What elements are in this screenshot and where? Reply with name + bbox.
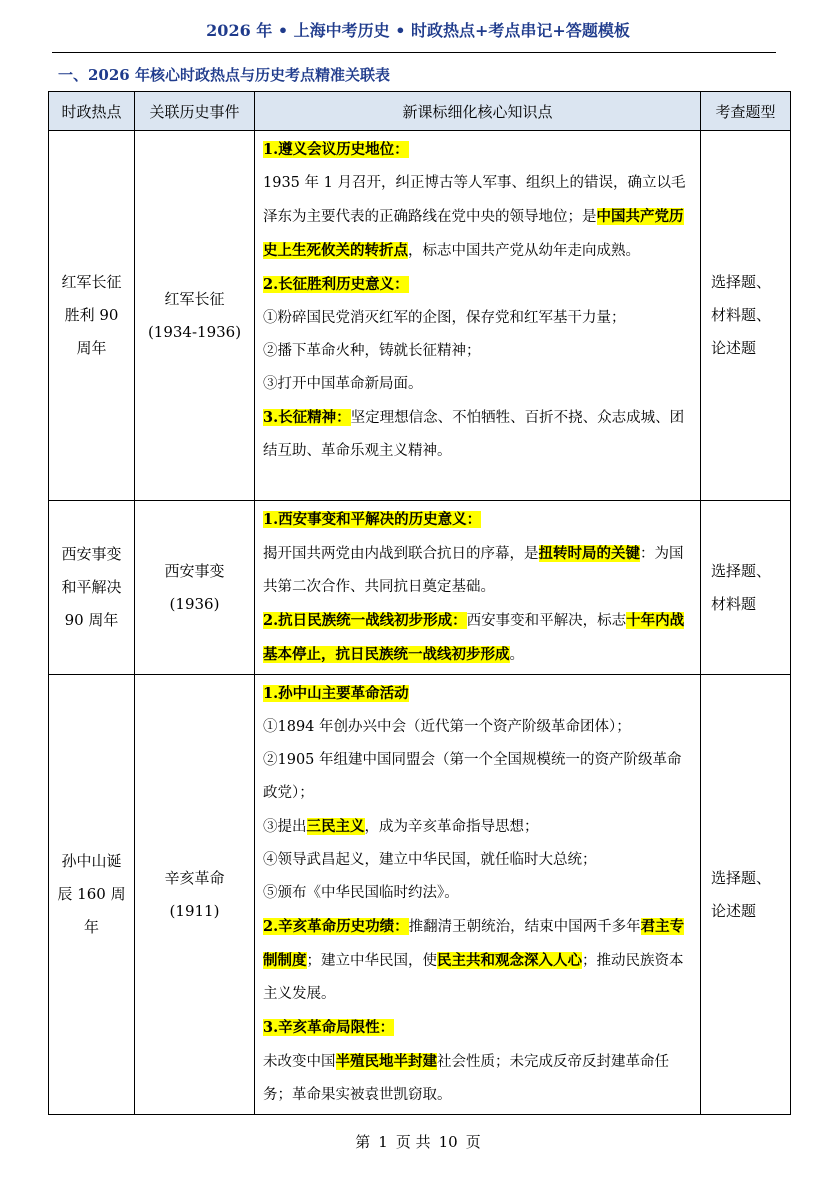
column-header-related-event: 关联历史事件 (135, 92, 255, 131)
event-cell (135, 501, 255, 675)
point-title: 3.辛亥革命局限性： (263, 1019, 395, 1036)
event-name: 红军长征 (164, 289, 225, 308)
page-footer (0, 1131, 836, 1152)
point-title: 2.辛亥革命历史功绩： (263, 918, 409, 935)
point-text: 西安事变和平解决，标志 (466, 613, 627, 629)
hot-topic-line: 红军长征 (61, 273, 122, 291)
point-highlight: 扭转时局的关键 (538, 545, 640, 562)
question-type: 论述题 (711, 901, 757, 920)
point-title: 1.遵义会议历史地位： (263, 141, 409, 158)
point-item: ②播下革命火种，铸就长征精神； (263, 343, 481, 359)
event-years: (1936) (169, 594, 220, 613)
question-type: 材料题 (711, 594, 757, 613)
point-item: ⑤颁布《中华民国临时约法》。 (263, 885, 459, 901)
table-row (49, 131, 791, 501)
hot-topic-line: 辰 160 周 (57, 885, 126, 903)
question-type: 选择题、 (711, 868, 772, 887)
point-item: ①粉碎国民党消灭红军的企图，保存党和红军基干力量； (263, 310, 626, 326)
page-number: 1 (378, 1133, 388, 1151)
question-type: 论述题 (711, 339, 757, 357)
hot-topic-line: 孙中山诞 (61, 852, 122, 870)
event-name: 辛亥革命 (164, 868, 225, 887)
knowledge-point (263, 1011, 694, 1112)
hot-topic-cell (49, 501, 135, 675)
question-type-cell (701, 501, 791, 675)
point-item: ④领导武昌起义，建立中华民国，就任临时大总统； (263, 852, 597, 868)
table-row (49, 501, 791, 675)
question-type: 选择题、 (711, 561, 772, 580)
footer-mid: 页 共 (395, 1133, 431, 1151)
column-header-hot-topic: 时政热点 (49, 92, 135, 131)
table-row (49, 675, 791, 1115)
point-text: ：为国共第二次合作、共同抗日奠定基础。 (263, 546, 684, 595)
point-title: 1.西安事变和平解决的历史意义： (263, 511, 482, 528)
point-text: 推翻清王朝统治，结束中国两千多年 (408, 919, 641, 935)
section-title: 一、2026 年核心时政热点与历史考点精准关联表 (58, 66, 390, 84)
page-total: 10 (438, 1133, 458, 1151)
question-type: 材料题、 (711, 306, 772, 324)
knowledge-cell (255, 131, 701, 501)
hot-topic-line: 年 (83, 918, 99, 936)
hot-topic-cell (49, 675, 135, 1115)
point-text: ，成为辛亥革命指导思想； (364, 819, 539, 835)
point-item: ②1905 年组建中国同盟会（第一个全国规模统一的资产阶级革命政党）； (263, 752, 682, 801)
header-divider (52, 52, 776, 53)
point-item: ①1894 年创办兴中会（近代第一个资产阶级革命团体）； (263, 719, 631, 735)
knowledge-point (263, 268, 694, 401)
knowledge-point (263, 677, 694, 910)
question-type-cell (701, 675, 791, 1115)
hotspot-table (48, 91, 791, 1115)
column-header-question-type: 考查题型 (701, 92, 791, 131)
hot-topic-line: 周年 (76, 339, 107, 357)
point-title: 3.长征精神： (263, 409, 351, 426)
column-header-knowledge-points: 新课标细化核心知识点 (255, 92, 701, 131)
knowledge-point (263, 604, 694, 672)
point-item (263, 810, 694, 844)
point-title: 2.长征胜利历史意义： (263, 276, 409, 293)
hot-topic-line: 和平解决 (61, 578, 122, 596)
hot-topic-line: 90 周年 (64, 611, 119, 629)
point-text: 未改变中国 (263, 1054, 336, 1070)
point-text: 揭开国共两党由内战到联合抗日的序幕，是 (263, 546, 539, 562)
footer-prefix: 第 (355, 1133, 371, 1151)
knowledge-point (263, 133, 694, 268)
point-highlight: 民主共和观念深入人心 (437, 952, 582, 969)
point-title: 1.孙中山主要革命活动 (263, 685, 409, 702)
point-text: 社会性质；未完成反帝反封建革命任务；革命果实被袁世凯窃取。 (263, 1054, 669, 1103)
event-years: (1934-1936) (147, 322, 242, 341)
table-header-row (49, 92, 791, 131)
point-highlight: 半殖民地半封建 (335, 1053, 437, 1070)
knowledge-point (263, 910, 694, 1011)
point-highlight: 十年内战基本停止，抗日民族统一战线初步形成 (263, 612, 685, 663)
question-type-cell (701, 131, 791, 501)
knowledge-point (263, 503, 694, 604)
event-years: (1911) (169, 901, 220, 920)
hot-topic-line: 胜利 90 (64, 306, 119, 324)
point-title: 2.抗日民族统一战线初步形成： (263, 612, 467, 629)
knowledge-point (263, 401, 694, 468)
page-header-title: 2026 年 • 上海中考历史 • 时政热点+考点串记+答题模板 (206, 21, 630, 40)
event-cell (135, 131, 255, 501)
knowledge-cell (255, 501, 701, 675)
knowledge-cell (255, 675, 701, 1115)
footer-suffix: 页 (465, 1133, 481, 1151)
point-text: 。 (509, 647, 524, 663)
hot-topic-cell (49, 131, 135, 501)
point-text: ；推动民族资本主义发展。 (263, 953, 684, 1002)
point-text: ；建立中华民国，使 (306, 953, 437, 969)
point-highlight: 君主专制制度 (263, 918, 685, 969)
event-cell (135, 675, 255, 1115)
point-item: ③打开中国革命新局面。 (263, 376, 423, 392)
point-text: 坚定理想信念、不怕牺牲、百折不挠、众志成城、团结互助、革命乐观主义精神。 (263, 410, 685, 459)
point-highlight: 中国共产党历史上生死攸关的转折点 (263, 208, 684, 259)
hot-topic-line: 西安事变 (61, 545, 122, 563)
question-type: 选择题、 (711, 273, 772, 291)
point-text: ，标志中国共产党从幼年走向成熟。 (408, 243, 640, 259)
point-text: ③提出 (263, 819, 307, 835)
point-highlight: 三民主义 (306, 818, 365, 835)
event-name: 西安事变 (164, 561, 225, 580)
point-text: 1935 年 1 月召开，纠正博古等人军事、组织上的错误，确立以毛泽东为主要代表的正确路线在党中央的领导地位；是 (263, 175, 686, 225)
